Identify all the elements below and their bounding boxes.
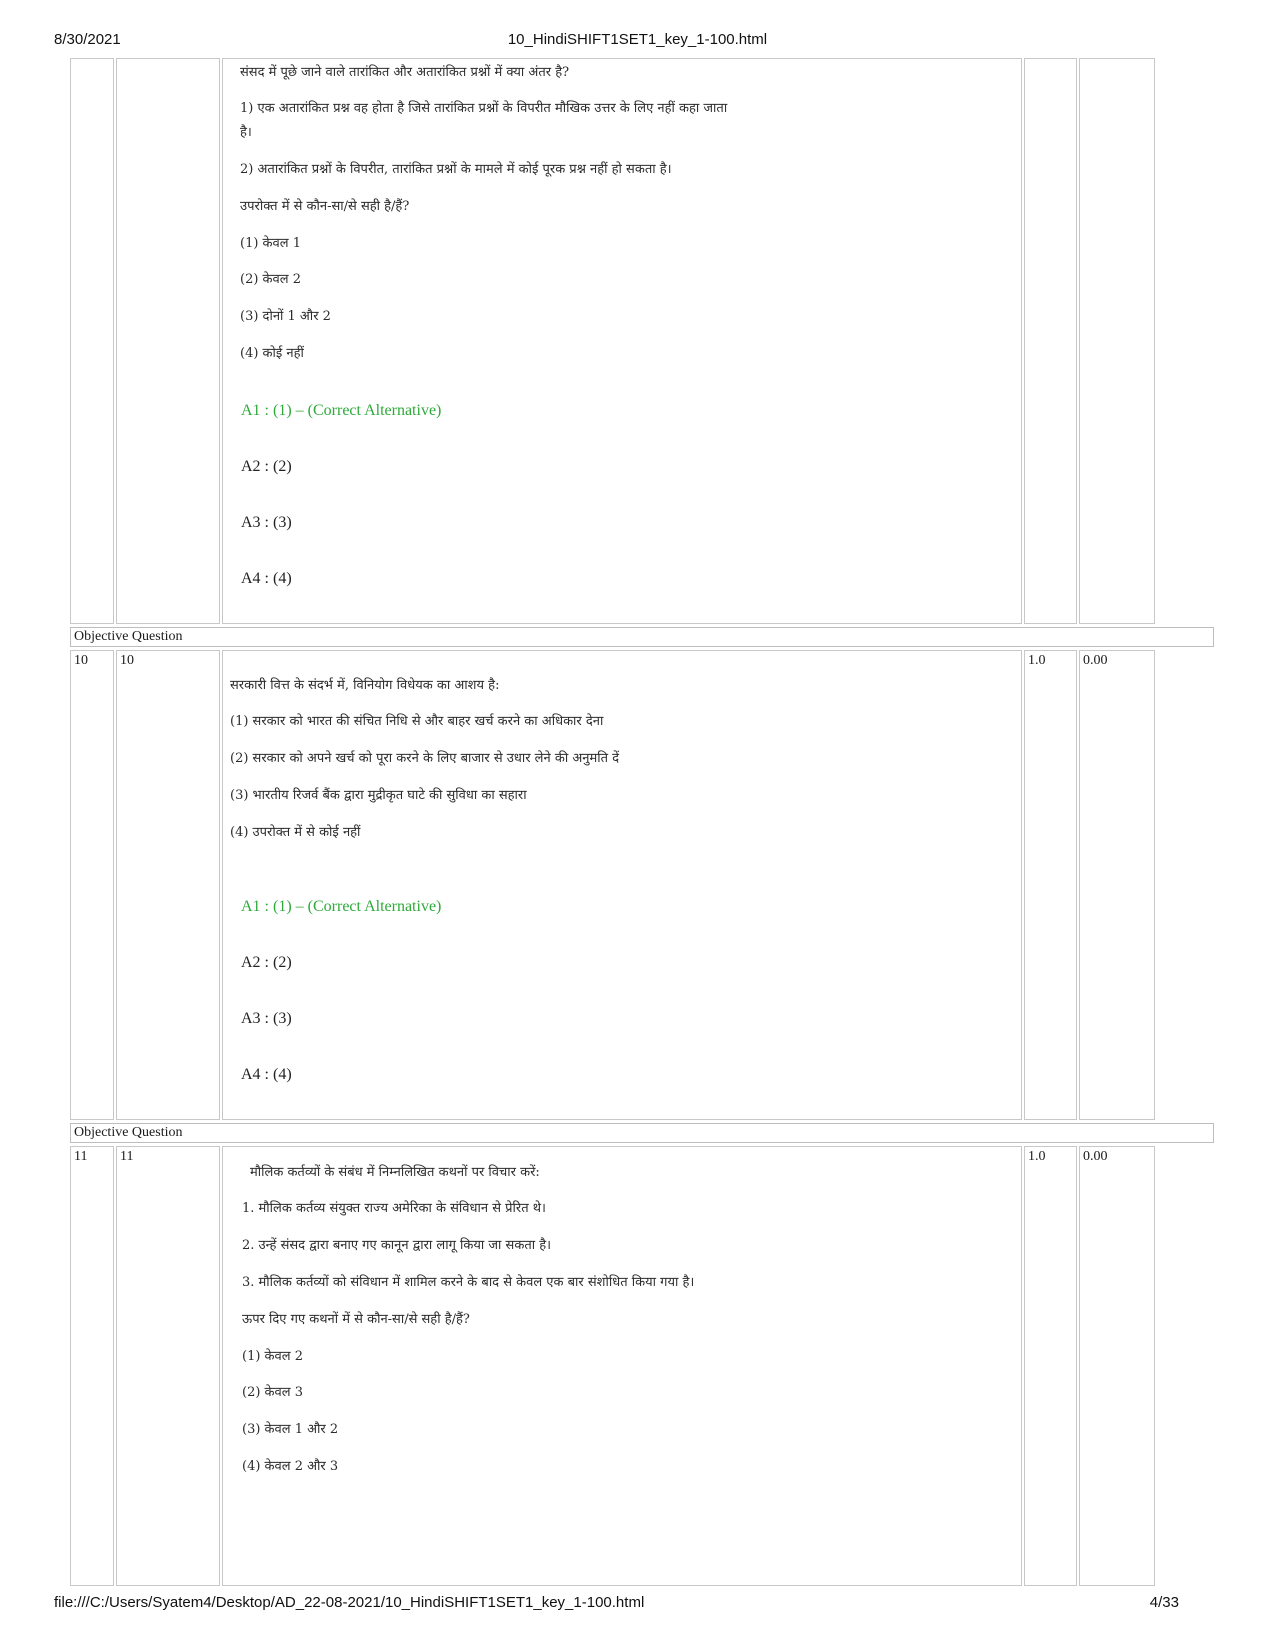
q9-line: संसद में पूछे जाने वाले तारांकित और अतारांकित प्रश्नों में क्या अंतर है? bbox=[240, 65, 570, 80]
print-footer bbox=[0, 1594, 1275, 1614]
q10-option: (3) भारतीय रिजर्व बैंक द्वारा मुद्रीकृत घाटे की सुविधा का सहारा bbox=[230, 788, 527, 803]
q10-qid-cell: 10 bbox=[116, 650, 220, 1120]
q9-qid-cell bbox=[116, 58, 220, 624]
q9-line: 1) एक अतारांकित प्रश्न वह होता है जिसे तारांकित प्रश्नों के विपरीत मौखिक उत्तर के लिए नहीं कहा जाता bbox=[240, 101, 728, 116]
q11-option: (2) केवल 3 bbox=[242, 1385, 303, 1400]
file-path: file:///C:/Users/Syatem4/Desktop/AD_22-08-2021/10_HindiSHIFT1SET1_key_1-100.html bbox=[54, 1594, 645, 1611]
q10-option: (4) उपरोक्त में से कोई नहीं bbox=[230, 825, 361, 840]
q9-line: उपरोक्त में से कौन-सा/से सही है/हैं? bbox=[240, 199, 410, 214]
q10-answer: A3 : (3) bbox=[241, 1010, 292, 1027]
q9-negative-cell bbox=[1079, 58, 1155, 624]
q10-option: (2) सरकार को अपने खर्च को पूरा करने के लिए बाजार से उधार लेने की अनुमति दें bbox=[230, 751, 620, 766]
q9-sno-cell bbox=[70, 58, 114, 624]
q11-option: (3) केवल 1 और 2 bbox=[242, 1422, 339, 1437]
print-date: 8/30/2021 bbox=[54, 31, 121, 48]
objective-question-band: Objective Question bbox=[70, 1123, 1214, 1143]
q9-option: (1) केवल 1 bbox=[240, 236, 301, 251]
q10-answer: A4 : (4) bbox=[241, 1066, 292, 1083]
q10-marks-cell: 1.0 bbox=[1024, 650, 1077, 1120]
q10-sno-cell: 10 bbox=[70, 650, 114, 1120]
q11-line: ऊपर दिए गए कथनों में से कौन-सा/से सही है/हैं? bbox=[242, 1312, 470, 1327]
q11-sno-cell: 11 bbox=[70, 1146, 114, 1586]
q11-line: मौलिक कर्तव्यों के संबंध में निम्नलिखित कथनों पर विचार करें: bbox=[250, 1165, 540, 1180]
q11-marks-cell: 1.0 bbox=[1024, 1146, 1077, 1586]
q11-option: (4) केवल 2 और 3 bbox=[242, 1459, 339, 1474]
page-number: 4/33 bbox=[1149, 1594, 1179, 1611]
q10-option: (1) सरकार को भारत की संचित निधि से और बाहर खर्च करने का अधिकार देना bbox=[230, 714, 604, 729]
q10-answer-correct: A1 : (1) – (Correct Alternative) bbox=[241, 898, 442, 915]
q11-line: 2. उन्हें संसद द्वारा बनाए गए कानून द्वारा लागू किया जा सकता है। bbox=[242, 1238, 552, 1253]
q10-answer: A2 : (2) bbox=[241, 954, 292, 971]
q9-answer: A4 : (4) bbox=[241, 570, 292, 587]
q10-line: सरकारी वित्त के संदर्भ में, विनियोग विधेयक का आशय है: bbox=[230, 678, 500, 693]
q9-line: 2) अतारांकित प्रश्नों के विपरीत, तारांकित प्रश्नों के मामले में कोई पूरक प्रश्न नहीं हो सकता है। bbox=[240, 162, 672, 177]
q9-option: (2) केवल 2 bbox=[240, 272, 301, 287]
objective-question-band: Objective Question bbox=[70, 627, 1214, 647]
q11-line: 3. मौलिक कर्तव्यों को संविधान में शामिल करने के बाद से केवल एक बार संशोधित किया गया है। bbox=[242, 1275, 695, 1290]
q10-negative-cell: 0.00 bbox=[1079, 650, 1155, 1120]
q9-line: है। bbox=[240, 125, 252, 140]
q9-answer: A2 : (2) bbox=[241, 458, 292, 475]
q11-line: 1. मौलिक कर्तव्य संयुक्त राज्य अमेरिका के संविधान से प्रेरित थे। bbox=[242, 1201, 546, 1216]
q9-option: (4) कोई नहीं bbox=[240, 346, 304, 361]
q9-body-cell bbox=[222, 58, 1022, 624]
q9-option: (3) दोनों 1 और 2 bbox=[240, 309, 331, 324]
print-title: 10_HindiSHIFT1SET1_key_1-100.html bbox=[507, 31, 768, 48]
q9-answer-correct: A1 : (1) – (Correct Alternative) bbox=[241, 402, 442, 419]
q9-answer: A3 : (3) bbox=[241, 514, 292, 531]
q11-qid-cell: 11 bbox=[116, 1146, 220, 1586]
print-header bbox=[0, 31, 1275, 51]
q11-negative-cell: 0.00 bbox=[1079, 1146, 1155, 1586]
q11-option: (1) केवल 2 bbox=[242, 1349, 303, 1364]
q9-marks-cell bbox=[1024, 58, 1077, 624]
